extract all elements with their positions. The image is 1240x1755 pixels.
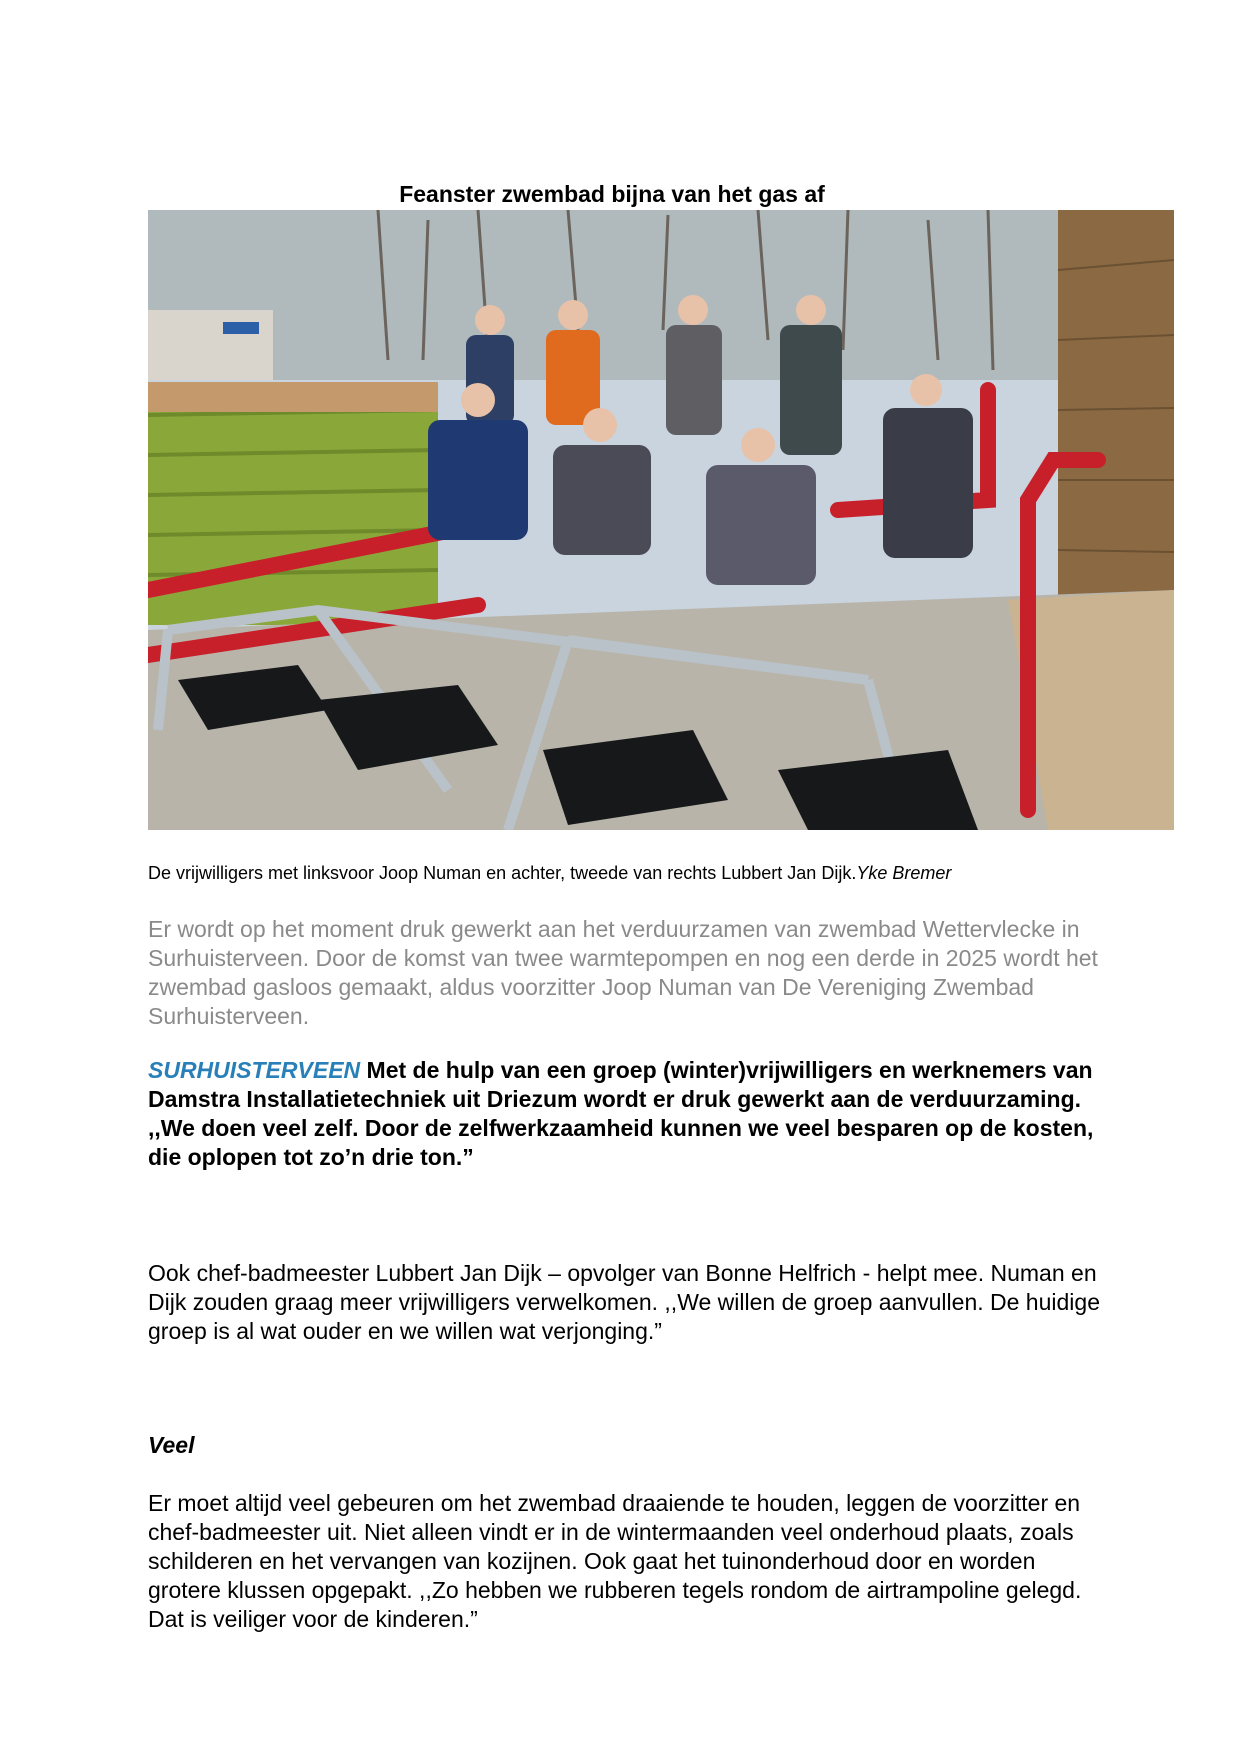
photo-caption	[148, 863, 951, 884]
article-paragraph-1: Ook chef-badmeester Lubbert Jan Dijk – opvolger van Bonne Helfrich - helpt mee. Numan en Dijk zouden graag meer vrijwilligers verwelkomen. ,,We willen de groep aanvullen. De huidige groep is al wat ouder en we willen wat verjonging.”	[148, 1260, 1100, 1344]
article-title: Feanster zwembad bijna van het gas af	[399, 181, 825, 207]
article-photo	[148, 210, 1174, 830]
article-paragraph-2: Er moet altijd veel gebeuren om het zwembad draaiende te houden, leggen de voorzitter en chef-badmeester uit. Niet alleen vindt er in de wintermaanden veel onderhoud plaats, zoals schilderen en het vervangen van kozijnen. Ook gaat het tuinonderhoud door en worden grotere klussen opgepakt. ,,Zo hebben we rubberen tegels rondom de airtrampoline gelegd. Dat is veiliger voor de kinderen.”	[148, 1490, 1082, 1632]
article-subheading: Veel	[148, 1432, 195, 1458]
article-intro: Er wordt op het moment druk gewerkt aan het verduurzamen van zwembad Wettervlecke in Surhuisterveen. Door de komst van twee warmtepompen en nog een derde in 2025 wordt het zwembad gasloos gemaakt, aldus voorzitter Joop Numan van De Vereniging Zwembad Surhuisterveen.	[148, 916, 1098, 1029]
caption-text: De vrijwilligers met linksvoor Joop Numan en achter, tweede van rechts Lubbert Jan Dijk.	[148, 863, 857, 883]
photo-credit: Yke Bremer	[856, 863, 952, 883]
dateline: SURHUISTERVEEN	[148, 1057, 361, 1083]
article-lead	[148, 1056, 1108, 1172]
lead-text: Met de hulp van een groep (winter)vrijwilligers en werknemers van Damstra Installatietechniek uit Driezum wordt er druk gewerkt aan de verduurzaming. ,,We doen veel zelf. Door de zelfwerkzaamheid kunnen we veel besparen op de kosten, die oplopen tot zo’n drie ton.”	[148, 1057, 1094, 1170]
